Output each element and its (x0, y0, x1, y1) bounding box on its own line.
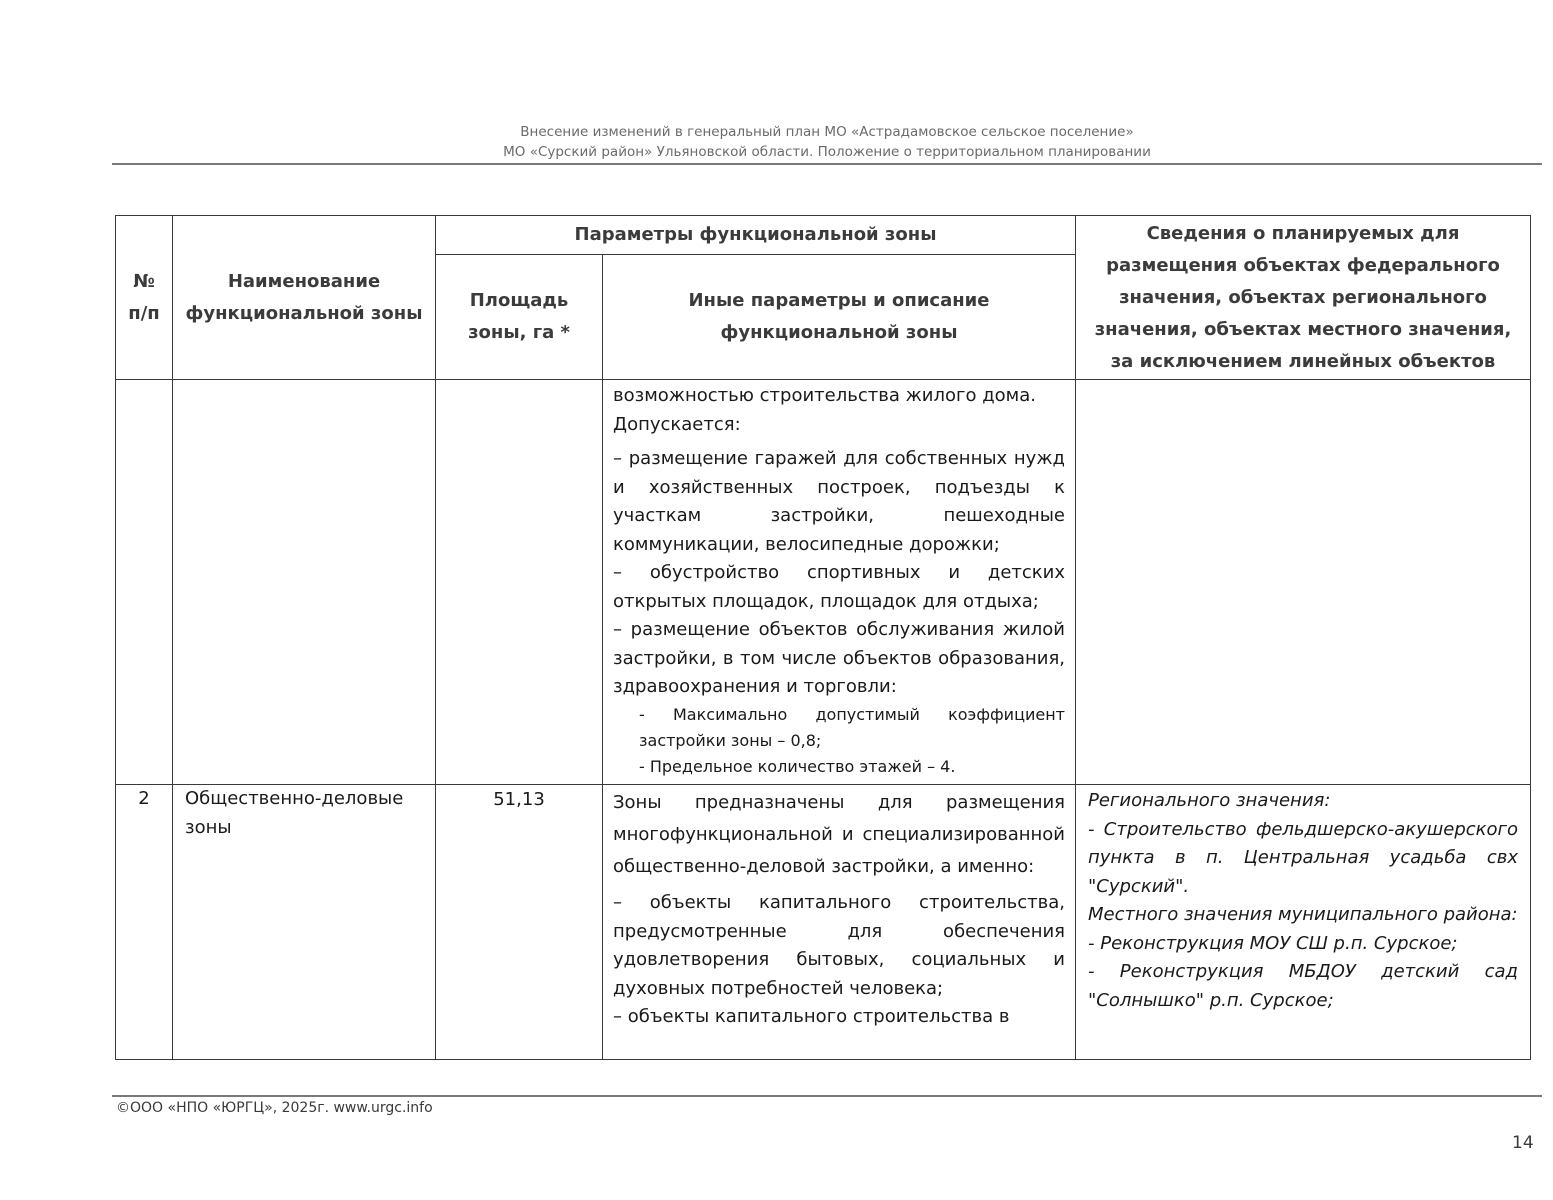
desc-line: – размещение гаражей для собственных нужд и хозяйственных построек, подъезды к участкам застройки, пешеходные коммуникации, велосипедные дорожки; (613, 448, 1065, 555)
desc-line: Зоны предназначены для размещения многофункциональной и специализированной общественно-деловой застройки, а именно: (613, 792, 1065, 877)
desc-line: возможностью строительства жилого дома. (613, 385, 1036, 406)
header-rule (112, 163, 1542, 165)
row-planned-objects (1076, 785, 1531, 1060)
header-zone-area: Площадь зоны, га * (436, 255, 603, 380)
info-line: - Строительство фельдшерско-акушерского пункта в п. Центральная усадьба свх "Сурский". (1088, 818, 1518, 897)
table-row (116, 785, 1531, 1060)
footer-rule (112, 1095, 1542, 1097)
table-row (116, 380, 1531, 785)
running-header (112, 122, 1542, 162)
info-line: - Реконструкция МБДОУ детский сад "Солнышко" р.п. Сурское; (1088, 961, 1518, 1011)
info-line: Местного значения муниципального района: (1088, 904, 1518, 925)
row-zone-description (603, 380, 1076, 785)
footer-copyright: ©ООО «НПО «ЮРГЦ», 2025г. www.urgc.info (116, 1100, 433, 1116)
header-line-2: МО «Сурский район» Ульяновской области. Положение о территориальном планировании (503, 144, 1151, 160)
row-num (116, 380, 173, 785)
row-zone-description (603, 785, 1076, 1060)
desc-line: – объекты капитального строительства в (613, 1006, 1010, 1027)
header-planned-objects: Сведения о планируемых для размещения объектах федерального значения, объектах регионального значения, объектах местного значения, за исключением линейных объектов (1076, 216, 1531, 380)
functional-zones-table (115, 215, 1531, 1060)
info-line: - Реконструкция МОУ СШ р.п. Сурское; (1088, 932, 1458, 954)
desc-line: Допускается: (613, 413, 741, 435)
page-number: 14 (1512, 1133, 1534, 1153)
desc-line: – размещение объектов обслуживания жилой застройки, в том числе объектов образования, здравоохранения и торговли: (613, 619, 1065, 697)
row-zone-area (436, 380, 603, 785)
row-zone-name (173, 380, 436, 785)
row-zone-name: Общественно-деловые зоны (173, 785, 436, 1060)
row-num: 2 (116, 785, 173, 1060)
desc-line: – обустройство спортивных и детских открытых площадок, площадок для отдыха; (613, 562, 1065, 612)
header-num: № п/п (116, 216, 173, 380)
header-other-params: Иные параметры и описание функциональной зоны (603, 255, 1076, 380)
row-zone-area: 51,13 (436, 785, 603, 1060)
header-zone-params: Параметры функциональной зоны (436, 216, 1076, 255)
desc-line: - Предельное количество этажей – 4. (639, 756, 956, 776)
header-line-1: Внесение изменений в генеральный план МО «Астрадамовское сельское поселение» (520, 124, 1134, 140)
desc-line: - Максимально допустимый коэффициент застройки зоны – 0,8; (639, 704, 1065, 750)
header-zone-name: Наименование функциональной зоны (173, 216, 436, 380)
info-line: Регионального значения: (1088, 790, 1331, 811)
desc-line: – объекты капитального строительства, предусмотренные для обеспечения удовлетворения бытовых, социальных и духовных потребностей человека; (613, 892, 1065, 999)
row-planned-objects (1076, 380, 1531, 785)
